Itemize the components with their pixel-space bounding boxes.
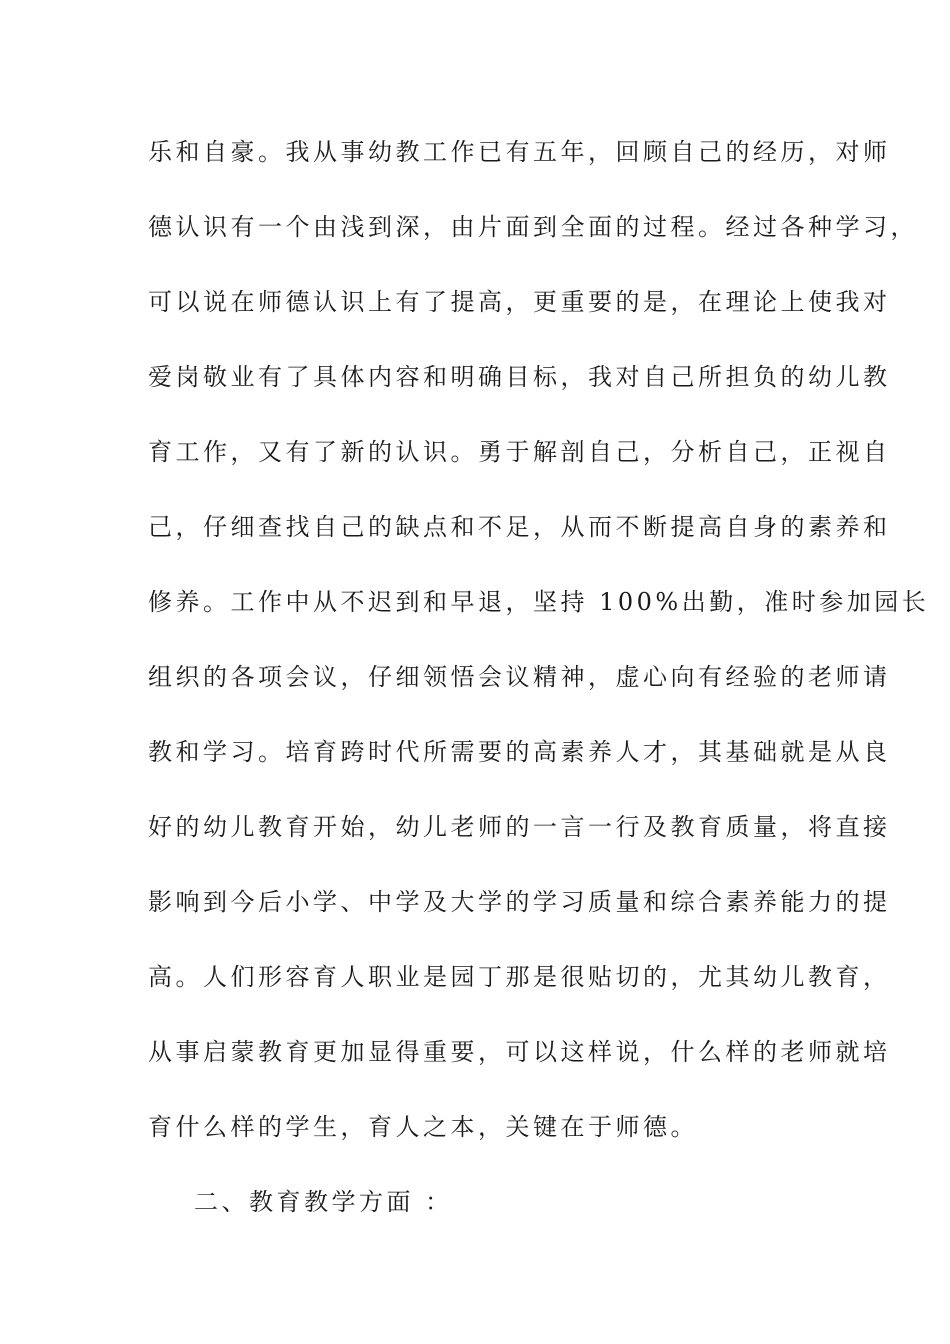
text-line-7: 修养。工作中从不迟到和早退，坚持 100%出勤，准时参加园长 <box>148 588 930 616</box>
text-line-9: 教和学习。培育跨时代所需要的高素养人才，其基础就是从良 <box>148 738 891 766</box>
text-line-12: 高。人们形容育人职业是园丁那是很贴切的，尤其幼儿教育， <box>148 963 891 991</box>
text-line-4: 爱岗敬业有了具体内容和明确目标，我对自己所担负的幼儿教 <box>148 363 891 391</box>
text-line-10: 好的幼儿教育开始，幼儿老师的一言一行及教育质量，将直接 <box>148 813 891 841</box>
body-text <box>148 130 930 1224</box>
text-line-1: 乐和自豪。我从事幼教工作已有五年，回顾自己的经历，对师 <box>148 138 891 166</box>
text-line-8: 组织的各项会议，仔细领悟会议精神，虚心向有经验的老师请 <box>148 663 891 691</box>
text-line-11: 影响到今后小学、中学及大学的学习质量和综合素养能力的提 <box>148 888 891 916</box>
text-line-13: 从事启蒙教育更加显得重要，可以这样说，什么样的老师就培 <box>148 1038 891 1066</box>
text-line-14: 育什么样的学生，育人之本，关键在于师德。 <box>148 1113 698 1141</box>
text-line-6: 己，仔细查找自己的缺点和不足，从而不断提高自身的素养和 <box>148 513 891 541</box>
text-line-5: 育工作，又有了新的认识。勇于解剖自己，分析自己，正视自 <box>148 438 891 466</box>
text-line-3: 可以说在师德认识上有了提高，更重要的是，在理论上使我对 <box>148 288 891 316</box>
text-line-2: 德认识有一个由浅到深，由片面到全面的过程。经过各种学习， <box>148 213 918 241</box>
section-heading: 二、教育教学方面 ： <box>194 1188 453 1216</box>
